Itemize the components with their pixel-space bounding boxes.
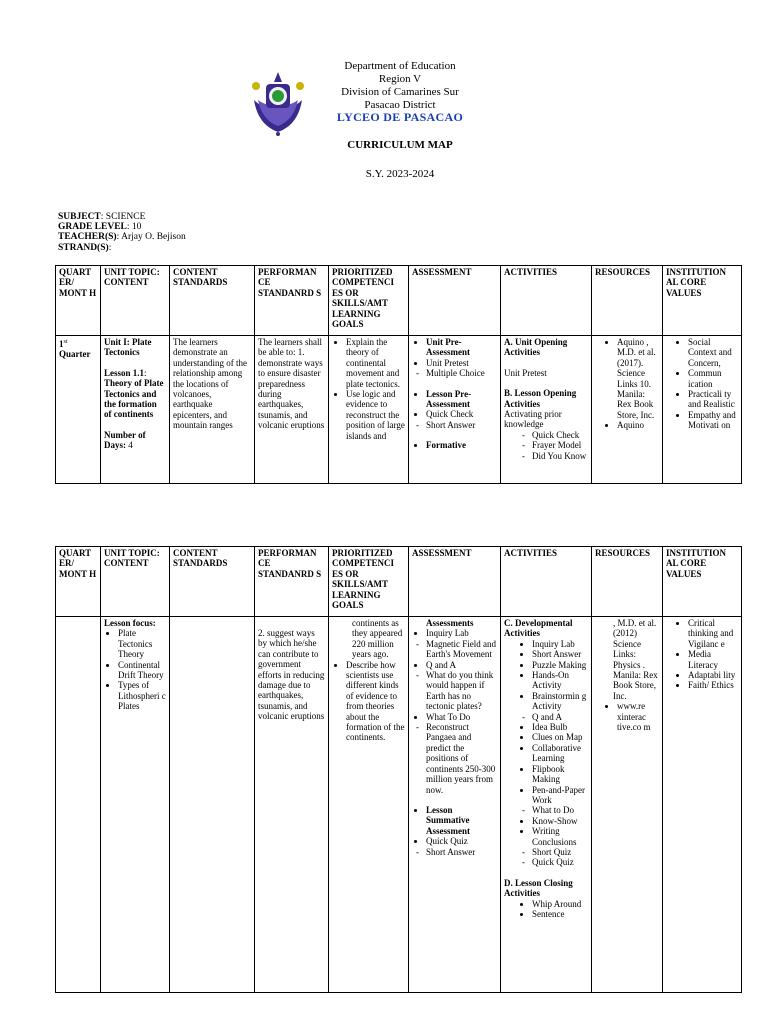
col-values: INSTITUTION AL CORE VALUES [663, 266, 742, 336]
table-row [56, 336, 742, 484]
col-resources: RESOURCES [592, 547, 663, 617]
unit-cell: Unit I: Plate Tectonics Lesson 1.1: Theory of Plate Tectonics and the formation of continents Number of Days: 4 [101, 336, 170, 484]
col-quarter: QUART ER/ MONT H [56, 266, 101, 336]
unit-cell: Lesson focus: • Plate Tectonics Theory • Continental Drift Theory • Types of Lithospheri c Plates [101, 617, 170, 993]
resources-cell: • Aquino , M.D. et al. (2017). Science Links 10. Manila: Rex Book Store, Inc. • Aquino [592, 336, 663, 484]
col-competencies: PRIORITIZED COMPETENCI ES OR SKILLS/AMT LEARNING GOALS [329, 266, 409, 336]
col-unit: UNIT TOPIC: CONTENT [101, 547, 170, 617]
col-activities: ACTIVITIES [501, 266, 592, 336]
col-values: INSTITUTION AL CORE VALUES [663, 547, 742, 617]
quarter-cell: 1st Quarter [56, 336, 101, 484]
col-assessment: ASSESSMENT [409, 547, 501, 617]
col-activities: ACTIVITIES [501, 547, 592, 617]
department-name: Department of Education [344, 60, 456, 72]
assessment-cell: • Unit Pre-Assessment • Unit Pretest - Multiple Choice • Lesson Pre-Assessment • Quick Check - Short Answer • Formative [409, 336, 501, 484]
col-performance: PERFORMAN CE STANDANRD S [255, 547, 329, 617]
table-row [56, 617, 742, 993]
competencies-cell: • Explain the theory of continental movement and plate tectonics. • Use logic and evidence to reconstruct the position of large islands and [329, 336, 409, 484]
region-name: Region V [378, 73, 422, 85]
quarter-cell [56, 617, 101, 993]
grade-line: GRADE LEVEL: 10 [58, 222, 142, 232]
col-assessment: ASSESSMENT [409, 266, 501, 336]
strand-line: STRAND(S): [58, 243, 112, 253]
col-competencies: PRIORITIZED COMPETENCI ES OR SKILLS/AMT LEARNING GOALS [329, 547, 409, 617]
school-year: S.Y. 2023-2024 [365, 168, 435, 180]
activities-cell: A. Unit Opening Activities Unit Pretest B. Lesson Opening Activities Activating prior knowledge - Quick Check - Frayer Model - Did You Know [501, 336, 592, 484]
col-content: CONTENT STANDARDS [170, 547, 255, 617]
competencies-cell: continents as they appeared 220 million years ago. • Describe how scientists use different kinds of evidence to from theories about the formation of the continents. [329, 617, 409, 993]
col-unit: UNIT TOPIC: CONTENT [101, 266, 170, 336]
district-name: Pasacao District [364, 99, 436, 111]
resources-cell: , M.D. et al. (2012) Science Links: Physics . Manila: Rex Book Store, Inc. • www.re xinterac tive.co m [592, 617, 663, 993]
school-logo [248, 70, 308, 136]
curriculum-table-2 [55, 546, 742, 993]
school-name: LYCEO DE PASACAO [336, 110, 464, 124]
content-standard-cell: The learners demonstrate an understanding of the relationship among the locations of volcanoes, earthquake epicenters, and mountain ranges [170, 336, 255, 484]
col-content: CONTENT STANDARDS [170, 266, 255, 336]
activities-cell: C. Developmental Activities • Inquiry Lab • Short Answer • Puzzle Making • Hands-On Activity • Brainstormin g Activity - Q and A • Idea Bulb • Clues on Map • Collaborative Learning • Flipbook Making • Pen-and-Paper Work - What to Do • Know-Show • Writing Conclusions - Short Quiz - Quick Quiz D. Lesson Closing Activities • Whip Around • Sentence [501, 617, 592, 993]
values-cell: • Critical thinking and Vigilanc e • Media Literacy • Adaptabi lity • Faith/ Ethics [663, 617, 742, 993]
assessment-cell: Assessments • Inquiry Lab - Magnetic Field and Earth's Movement • Q and A - What do you think would happen if Earth has no tectonic plates? • What To Do - Reconstruct Pangaea and predict the positions of continents 250-300 million years from now. • Lesson Summative Assessment • Quick Quiz - Short Answer [409, 617, 501, 993]
values-cell: • Social Context and Concern, • Commun ication • Practicali ty and Realistic • Empathy and Motivati on [663, 336, 742, 484]
content-standard-cell [170, 617, 255, 993]
performance-standard-cell: 2. suggest ways by which he/she can contribute to government efforts in reducing damage due to earthquakes, tsunamis, and volcanic eruptions [255, 617, 329, 993]
table-header-row [56, 547, 742, 617]
col-quarter: QUART ER/ MONT H [56, 547, 101, 617]
col-resources: RESOURCES [592, 266, 663, 336]
teacher-line: TEACHER(S): Arjay O. Bejison [58, 232, 186, 242]
division-name: Division of Camarines Sur [341, 86, 459, 98]
performance-standard-cell: The learners shall be able to: 1. demonstrate ways to ensure disaster preparedness during earthquakes, tsunamis, and volcanic eruptions [255, 336, 329, 484]
document-title: CURRICULUM MAP [347, 139, 453, 151]
subject-line: SUBJECT: SCIENCE [58, 212, 146, 222]
col-performance: PERFORMAN CE STANDANRD S [255, 266, 329, 336]
curriculum-table-1 [55, 265, 742, 484]
table-header-row [56, 266, 742, 336]
